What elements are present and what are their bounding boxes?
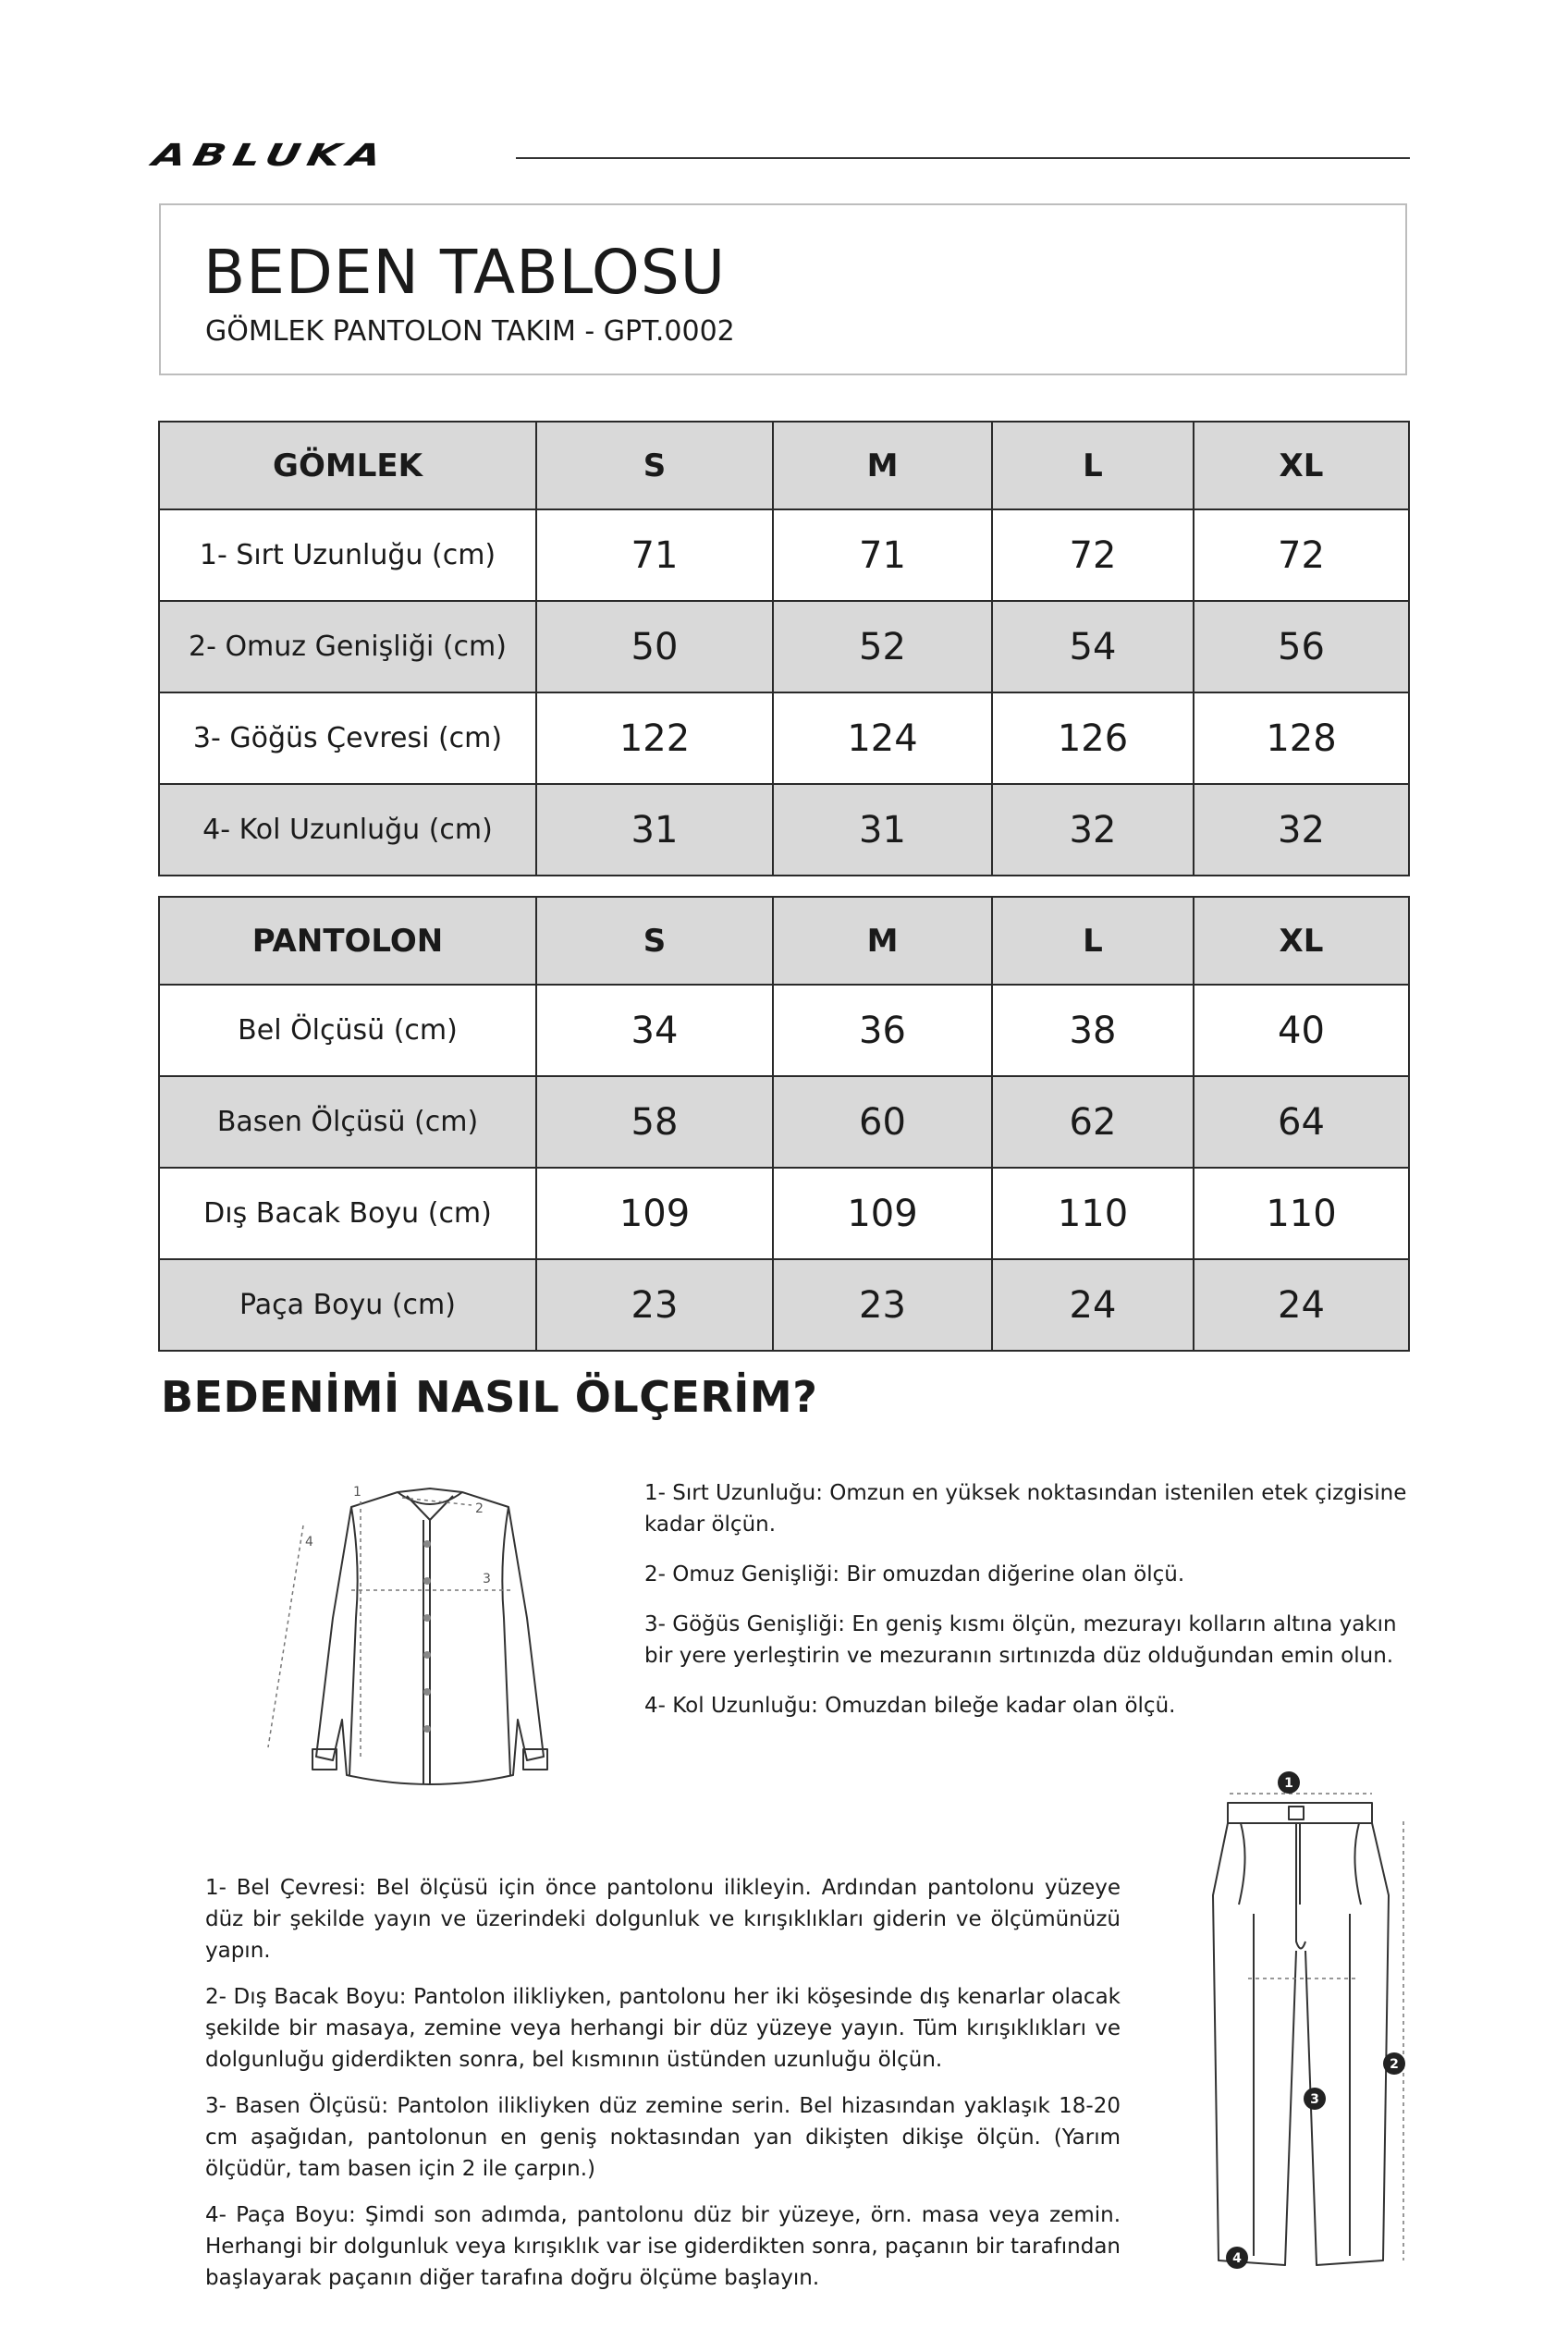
row-label: Basen Ölçüsü (cm) (159, 1076, 536, 1168)
page-title: BEDEN TABLOSU (203, 237, 727, 308)
pants-marker-2: 2 (1390, 2057, 1399, 2072)
table-cell: 52 (773, 601, 992, 692)
pants-marker-1: 1 (1284, 1776, 1293, 1791)
table-row (159, 1076, 1409, 1168)
table-cell: 56 (1194, 601, 1409, 692)
row-label: 3- Göğüs Çevresi (cm) (159, 692, 536, 784)
table-cell: 34 (536, 985, 773, 1076)
shirt-note: 2- Omuz Genişliği: Bir omuzdan diğerine olan ölçü. (644, 1562, 1185, 1586)
header-divider (516, 157, 1410, 159)
table-cell: 71 (773, 509, 992, 601)
table-cell: 71 (536, 509, 773, 601)
table-cell: 31 (536, 784, 773, 876)
shirt-marker-3: 3 (483, 1572, 491, 1586)
table-cell: 64 (1194, 1076, 1409, 1168)
table-row (159, 601, 1409, 692)
table-cell: 124 (773, 692, 992, 784)
shirt-marker-4: 4 (305, 1535, 313, 1550)
column-header: L (992, 422, 1194, 509)
table-cell: 54 (992, 601, 1194, 692)
pants-measure-instructions (205, 1872, 1121, 2309)
table-row (159, 692, 1409, 784)
row-label: Dış Bacak Boyu (cm) (159, 1168, 536, 1259)
table-cell: 110 (1194, 1168, 1409, 1259)
row-label: 1- Sırt Uzunluğu (cm) (159, 509, 536, 601)
pants-note: 1- Bel Çevresi: Bel ölçüsü için önce pantolonu ilikleyin. Ardından pantolonu yüzeye düz bir şekilde yayın ve üzerindeki dolgunluk ve kırışıklıkları giderin ve ölçümünüzü yapın. (205, 1876, 1121, 1963)
table-cell: 62 (992, 1076, 1194, 1168)
pants-note: 3- Basen Ölçüsü: Pantolon ilikliyken düz zemine serin. Bel hizasından yaklaşık 18-20 cm aşağıdan, pantolonun en geniş noktasından yan dikişten dikişe ölçün. (Yarım ölçüdür, tam basen için 2 ile çarpın.) (205, 2094, 1121, 2181)
row-label: 2- Omuz Genişliği (cm) (159, 601, 536, 692)
column-header: XL (1194, 422, 1409, 509)
page-subtitle: GÖMLEK PANTOLON TAKIM - GPT.0002 (205, 315, 735, 348)
pants-note: 2- Dış Bacak Boyu: Pantolon ilikliyken, pantolonu her iki köşesinde dış kenarlar olacak şekilde bir masaya, zemine veya herhangi bir düz yüzeye yayın. Tüm kırışıklıkları ve dolgunluğu giderdikten sonra, bel kısmının üstünden uzunluğu ölçün. (205, 1985, 1121, 2072)
table-cell: 23 (773, 1259, 992, 1351)
table-cell: 24 (1194, 1259, 1409, 1351)
table-cell: 126 (992, 692, 1194, 784)
column-header: M (773, 897, 992, 985)
shirt-measure-instructions (644, 1477, 1412, 1740)
shirt-size-table (158, 421, 1410, 876)
table-cell: 31 (773, 784, 992, 876)
table-row (159, 985, 1409, 1076)
pants-size-table (158, 896, 1410, 1352)
table-header-row (159, 422, 1409, 509)
table-header-row (159, 897, 1409, 985)
pants-measurement-illustration (1193, 1766, 1433, 2274)
table-row (159, 509, 1409, 601)
table-cell: 109 (773, 1168, 992, 1259)
table-cell: 50 (536, 601, 773, 692)
table-cell: 109 (536, 1168, 773, 1259)
brand-logo: ABLUKA (149, 137, 393, 173)
table-cell: 72 (1194, 509, 1409, 601)
table-cell: 58 (536, 1076, 773, 1168)
shirt-note: 3- Göğüs Genişliği: En geniş kısmı ölçün, mezurayı kolların altına yakın bir yere yerleştirin ve mezuranın sırtınızda düz olduğundan emin olun. (644, 1612, 1397, 1668)
column-header: XL (1194, 897, 1409, 985)
table-cell: 24 (992, 1259, 1194, 1351)
table-cell: 32 (992, 784, 1194, 876)
shirt-marker-1: 1 (353, 1485, 361, 1500)
table-row (159, 1168, 1409, 1259)
table-cell: 60 (773, 1076, 992, 1168)
table-row (159, 1259, 1409, 1351)
row-label: Bel Ölçüsü (cm) (159, 985, 536, 1076)
column-header: L (992, 897, 1194, 985)
table-cell: 122 (536, 692, 773, 784)
shirt-marker-2: 2 (475, 1501, 484, 1516)
table-cell: 38 (992, 985, 1194, 1076)
shirt-note: 1- Sırt Uzunluğu: Omzun en yüksek noktasından istenilen etek çizgisine kadar ölçün. (644, 1481, 1407, 1537)
column-header: PANTOLON (159, 897, 536, 985)
column-header: GÖMLEK (159, 422, 536, 509)
how-to-measure-title: BEDENİMİ NASIL ÖLÇERİM? (161, 1372, 818, 1422)
row-label: Paça Boyu (cm) (159, 1259, 536, 1351)
column-header: M (773, 422, 992, 509)
shirt-measurement-illustration (250, 1479, 601, 1794)
pants-note: 4- Paça Boyu: Şimdi son adımda, pantolonu düz bir yüzeye, örn. masa veya zemin. Herhangi bir dolgunluk veya kırışıklık var ise giderdikten sonra, paçanın bir tarafından başlayarak paçanın diğer tarafına doğru ölçüme başlayın. (205, 2203, 1121, 2290)
column-header: S (536, 422, 773, 509)
shirt-note: 4- Kol Uzunluğu: Omuzdan bileğe kadar olan ölçü. (644, 1694, 1176, 1718)
table-row (159, 784, 1409, 876)
table-cell: 36 (773, 985, 992, 1076)
table-cell: 40 (1194, 985, 1409, 1076)
table-cell: 110 (992, 1168, 1194, 1259)
table-cell: 32 (1194, 784, 1409, 876)
table-cell: 23 (536, 1259, 773, 1351)
row-label: 4- Kol Uzunluğu (cm) (159, 784, 536, 876)
table-cell: 72 (992, 509, 1194, 601)
table-cell: 128 (1194, 692, 1409, 784)
pants-marker-4: 4 (1232, 2251, 1242, 2266)
column-header: S (536, 897, 773, 985)
pants-marker-3: 3 (1310, 2092, 1319, 2107)
